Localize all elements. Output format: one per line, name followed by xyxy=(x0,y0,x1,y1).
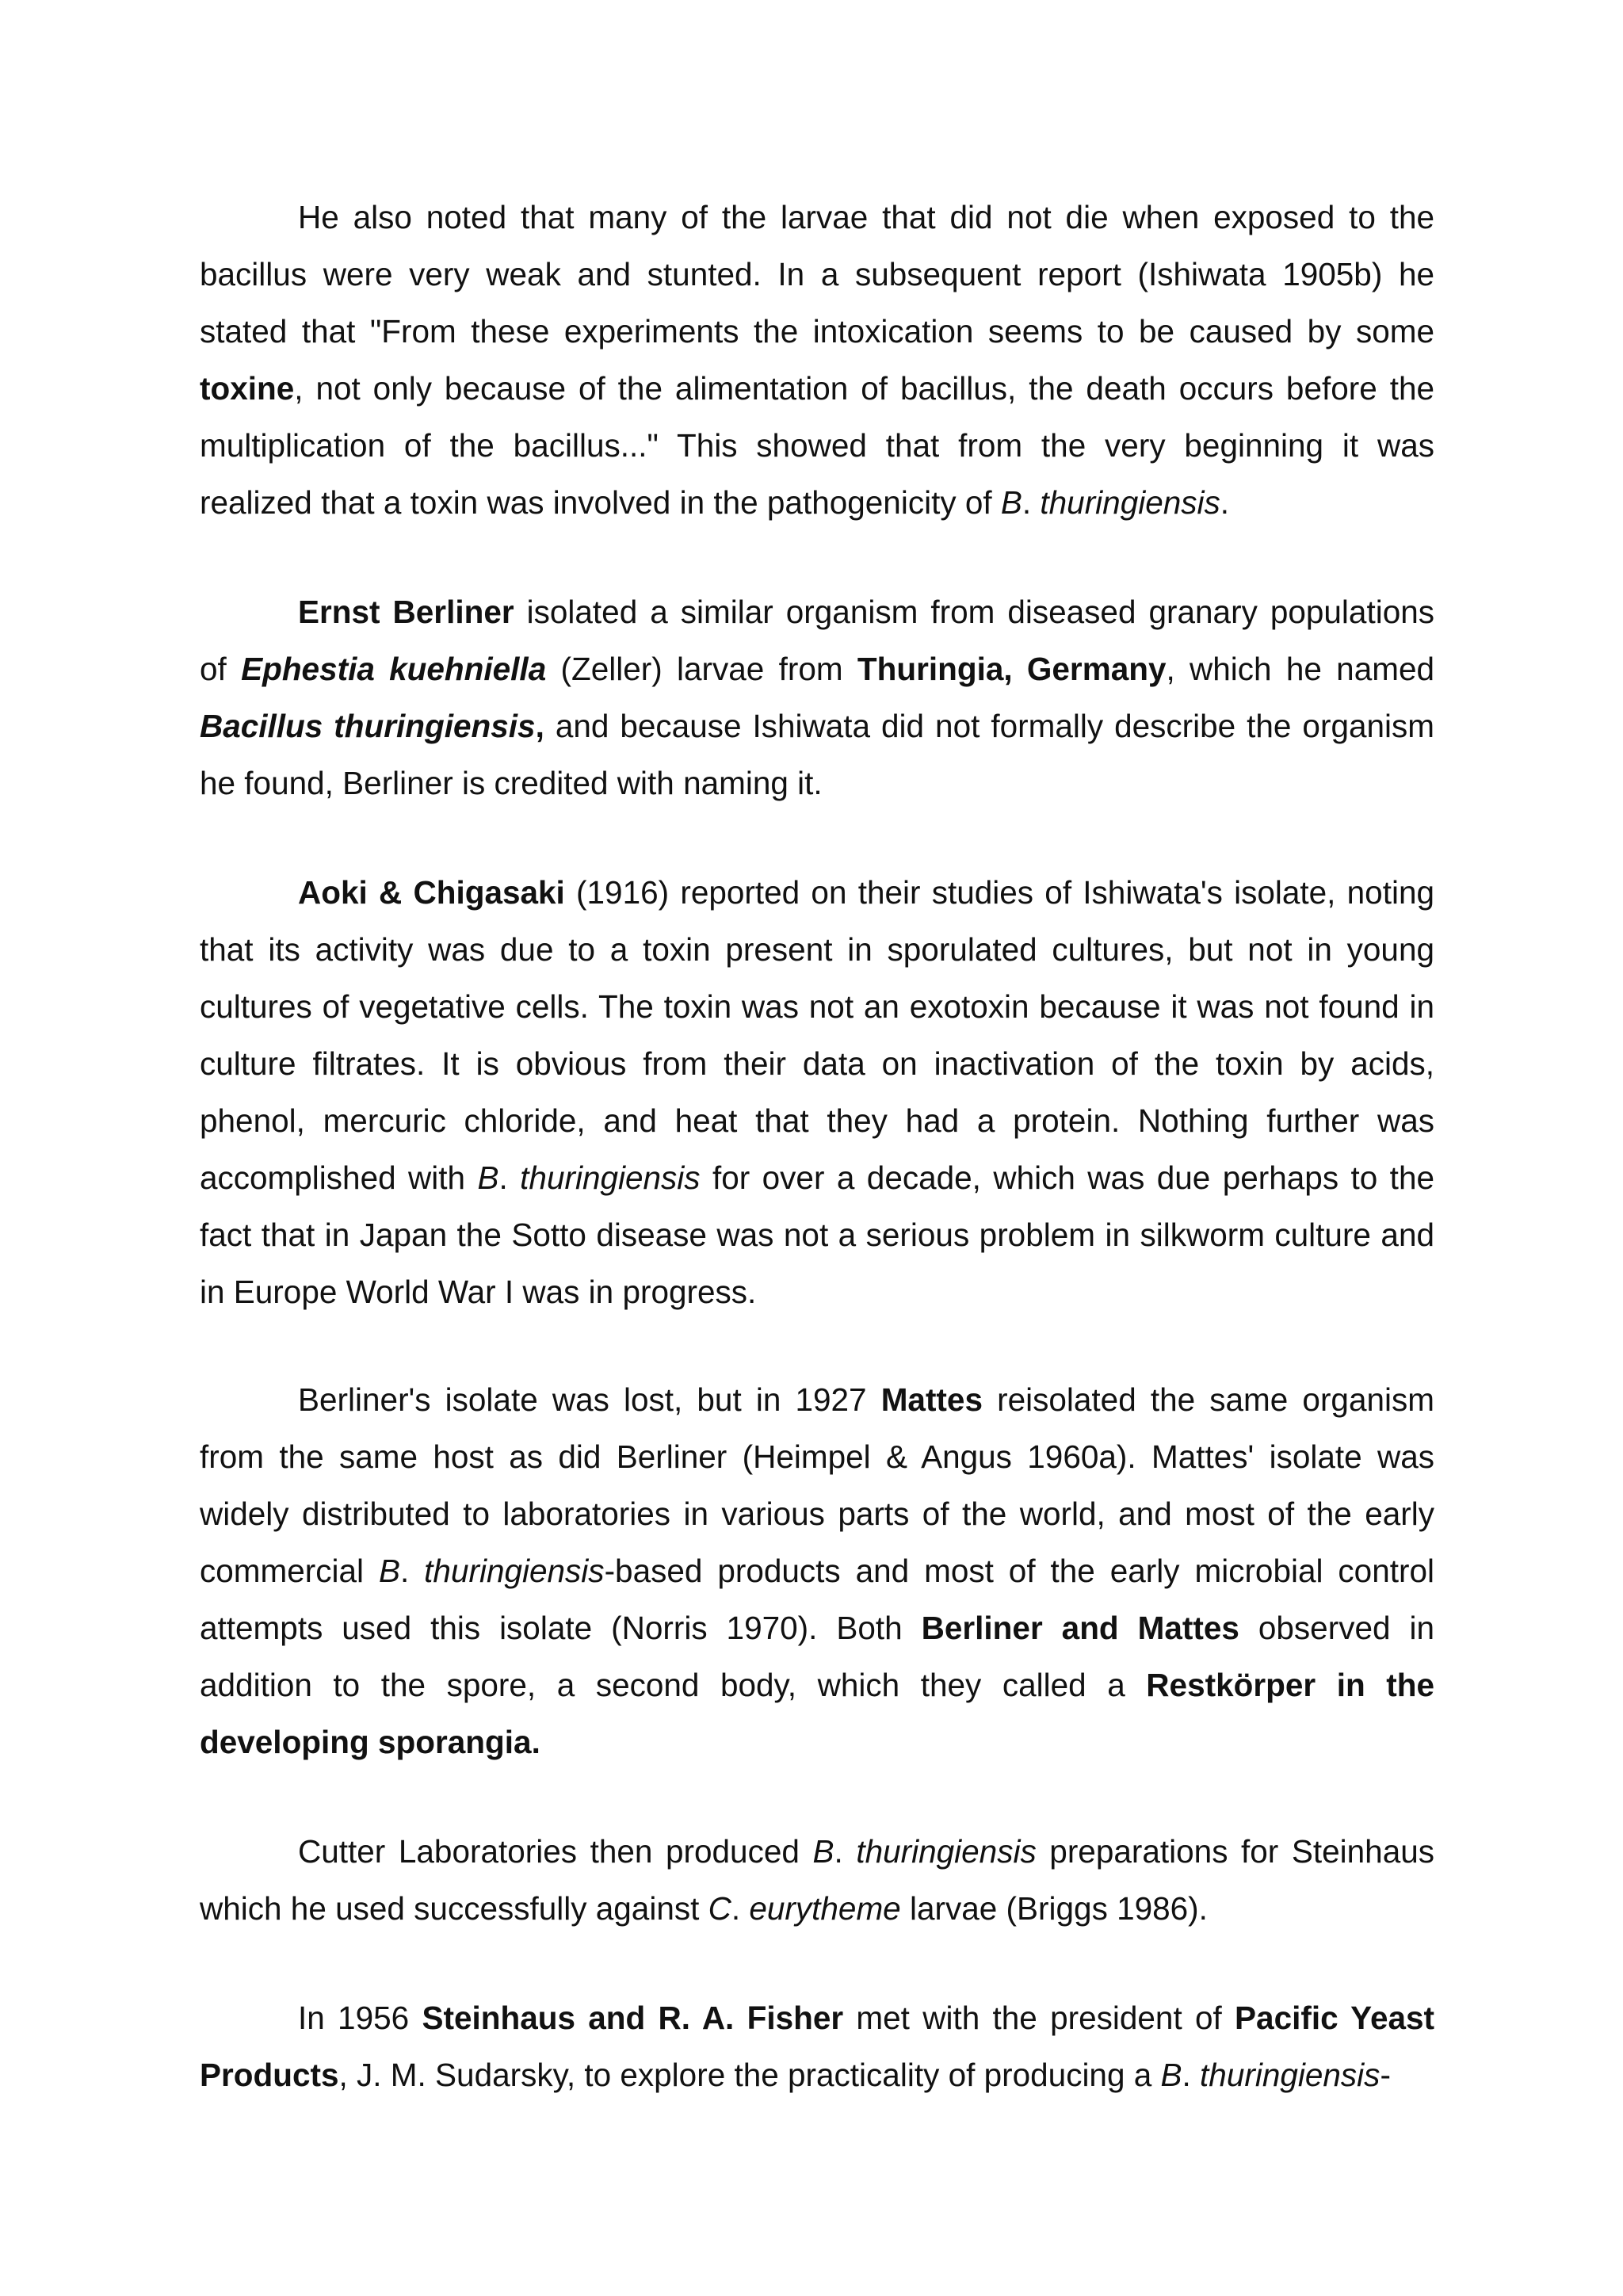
text-run: , not only because of the alimentation of bacillus, the death occurs before the multiplication of the bacillus..." This showed that from the very beginning it was realized that a toxin was involved in the pathogenicity of xyxy=(200,370,1434,521)
text-run: isolated a similar organism from diseased granary populations of xyxy=(200,594,1434,687)
text-run: larvae (Briggs 1986). xyxy=(900,1890,1208,1927)
text-run: for over a decade, which was due perhaps to the fact that in Japan the Sotto disease was not a serious problem in silkworm culture and in Europe World War I was in progress. xyxy=(200,1159,1434,1310)
italic-text: thuringiensis xyxy=(856,1833,1037,1870)
text-run: In 1956 xyxy=(298,2000,422,2036)
text-run: He also noted that many of the larvae that did not die when exposed to the bacillus were very weak and stunted. In a subsequent report (Ishiwata 1905b) he stated that "From these experiments the intoxication seems to be caused by some xyxy=(200,199,1434,350)
italic-text: eurytheme xyxy=(749,1890,901,1927)
text-run: , J. M. Sudarsky, to explore the practicality of producing a xyxy=(338,2057,1161,2093)
text-run: . xyxy=(834,1833,857,1870)
text-run: Berliner's isolate was lost, but in 1927 xyxy=(298,1381,881,1418)
bold-text: Steinhaus and R. A. Fisher xyxy=(422,2000,844,2036)
bold-text: Aoki & Chigasaki xyxy=(298,874,565,911)
text-run: observed in addition to the spore, a second body, which they called a xyxy=(200,1610,1434,1703)
text-run: (Zeller) larvae from xyxy=(546,651,857,687)
text-run: and because Ishiwata did not formally describe the organism he found, Berliner is credited with naming it. xyxy=(200,708,1434,801)
paragraph-aoki-chigasaki xyxy=(200,864,1434,1320)
bold-text: Mattes xyxy=(880,1381,983,1418)
paragraph-ernst-berliner xyxy=(200,583,1434,812)
italic-text: B xyxy=(1000,484,1022,521)
italic-text: B xyxy=(1160,2057,1182,2093)
text-run: met with the president of xyxy=(843,2000,1235,2036)
italic-text: C xyxy=(708,1890,731,1927)
bold-italic-text: Bacillus thuringiensis xyxy=(200,708,536,744)
text-run: -based products and most of the early microbial control attempts used this isolate (Norris 1970). Both xyxy=(200,1553,1434,1646)
paragraph-mattes xyxy=(200,1371,1434,1771)
text-run: . xyxy=(1182,2057,1201,2093)
italic-text: thuringiensis xyxy=(520,1159,701,1196)
italic-text: thuringiensis xyxy=(1040,484,1220,521)
text-run: . xyxy=(1220,484,1230,521)
text-run: (1916) reported on their studies of Ishiwata's isolate, noting that its activity was due to a toxin present in sporulated cultures, but not in young cultures of vegetative cells. The toxin was not an exotoxin because it was not found in culture filtrates. It is obvious from their data on inactivation of the toxin by acids, phenol, mercuric chloride, and heat that they had a protein. Nothing further was accomplished with xyxy=(200,874,1435,1196)
text-run: , which he named xyxy=(1166,651,1435,687)
italic-text: thuringiensis xyxy=(1200,2057,1381,2093)
paragraph-ishiwata-toxine xyxy=(200,189,1434,531)
bold-italic-text: Ephestia kuehniella xyxy=(241,651,547,687)
text-run: . xyxy=(731,1890,750,1927)
bold-text: Pacific Yeast Products xyxy=(200,2000,1435,2093)
bold-text: , xyxy=(535,708,544,744)
text-run: . xyxy=(1022,484,1041,521)
text-run: Cutter Laboratories then produced xyxy=(298,1833,813,1870)
bold-text: Ernst Berliner xyxy=(298,594,514,630)
text-run: reisolated the same organism from the same host as did Berliner (Heimpel & Angus 1960a). Mattes' isolate was widely distributed to laboratories in various parts of the world, and most of the early commercial xyxy=(200,1381,1434,1589)
italic-text: B xyxy=(378,1553,400,1589)
text-run: - xyxy=(1380,2057,1391,2093)
paragraph-cutter-laboratories xyxy=(200,1823,1434,1937)
italic-text: B xyxy=(477,1159,499,1196)
text-run: . xyxy=(498,1159,521,1196)
bold-text: toxine xyxy=(200,370,295,407)
italic-text: B xyxy=(812,1833,834,1870)
bold-text: Berliner and Mattes xyxy=(921,1610,1239,1646)
text-run: . xyxy=(399,1553,425,1589)
bold-text: Thuringia, Germany xyxy=(857,651,1167,687)
text-run: preparations for Steinhaus which he used successfully against xyxy=(200,1833,1434,1927)
italic-text: thuringiensis xyxy=(424,1553,605,1589)
bold-text: Restkörper in the developing sporangia. xyxy=(200,1667,1434,1760)
paragraph-steinhaus-fisher xyxy=(200,1989,1434,2103)
